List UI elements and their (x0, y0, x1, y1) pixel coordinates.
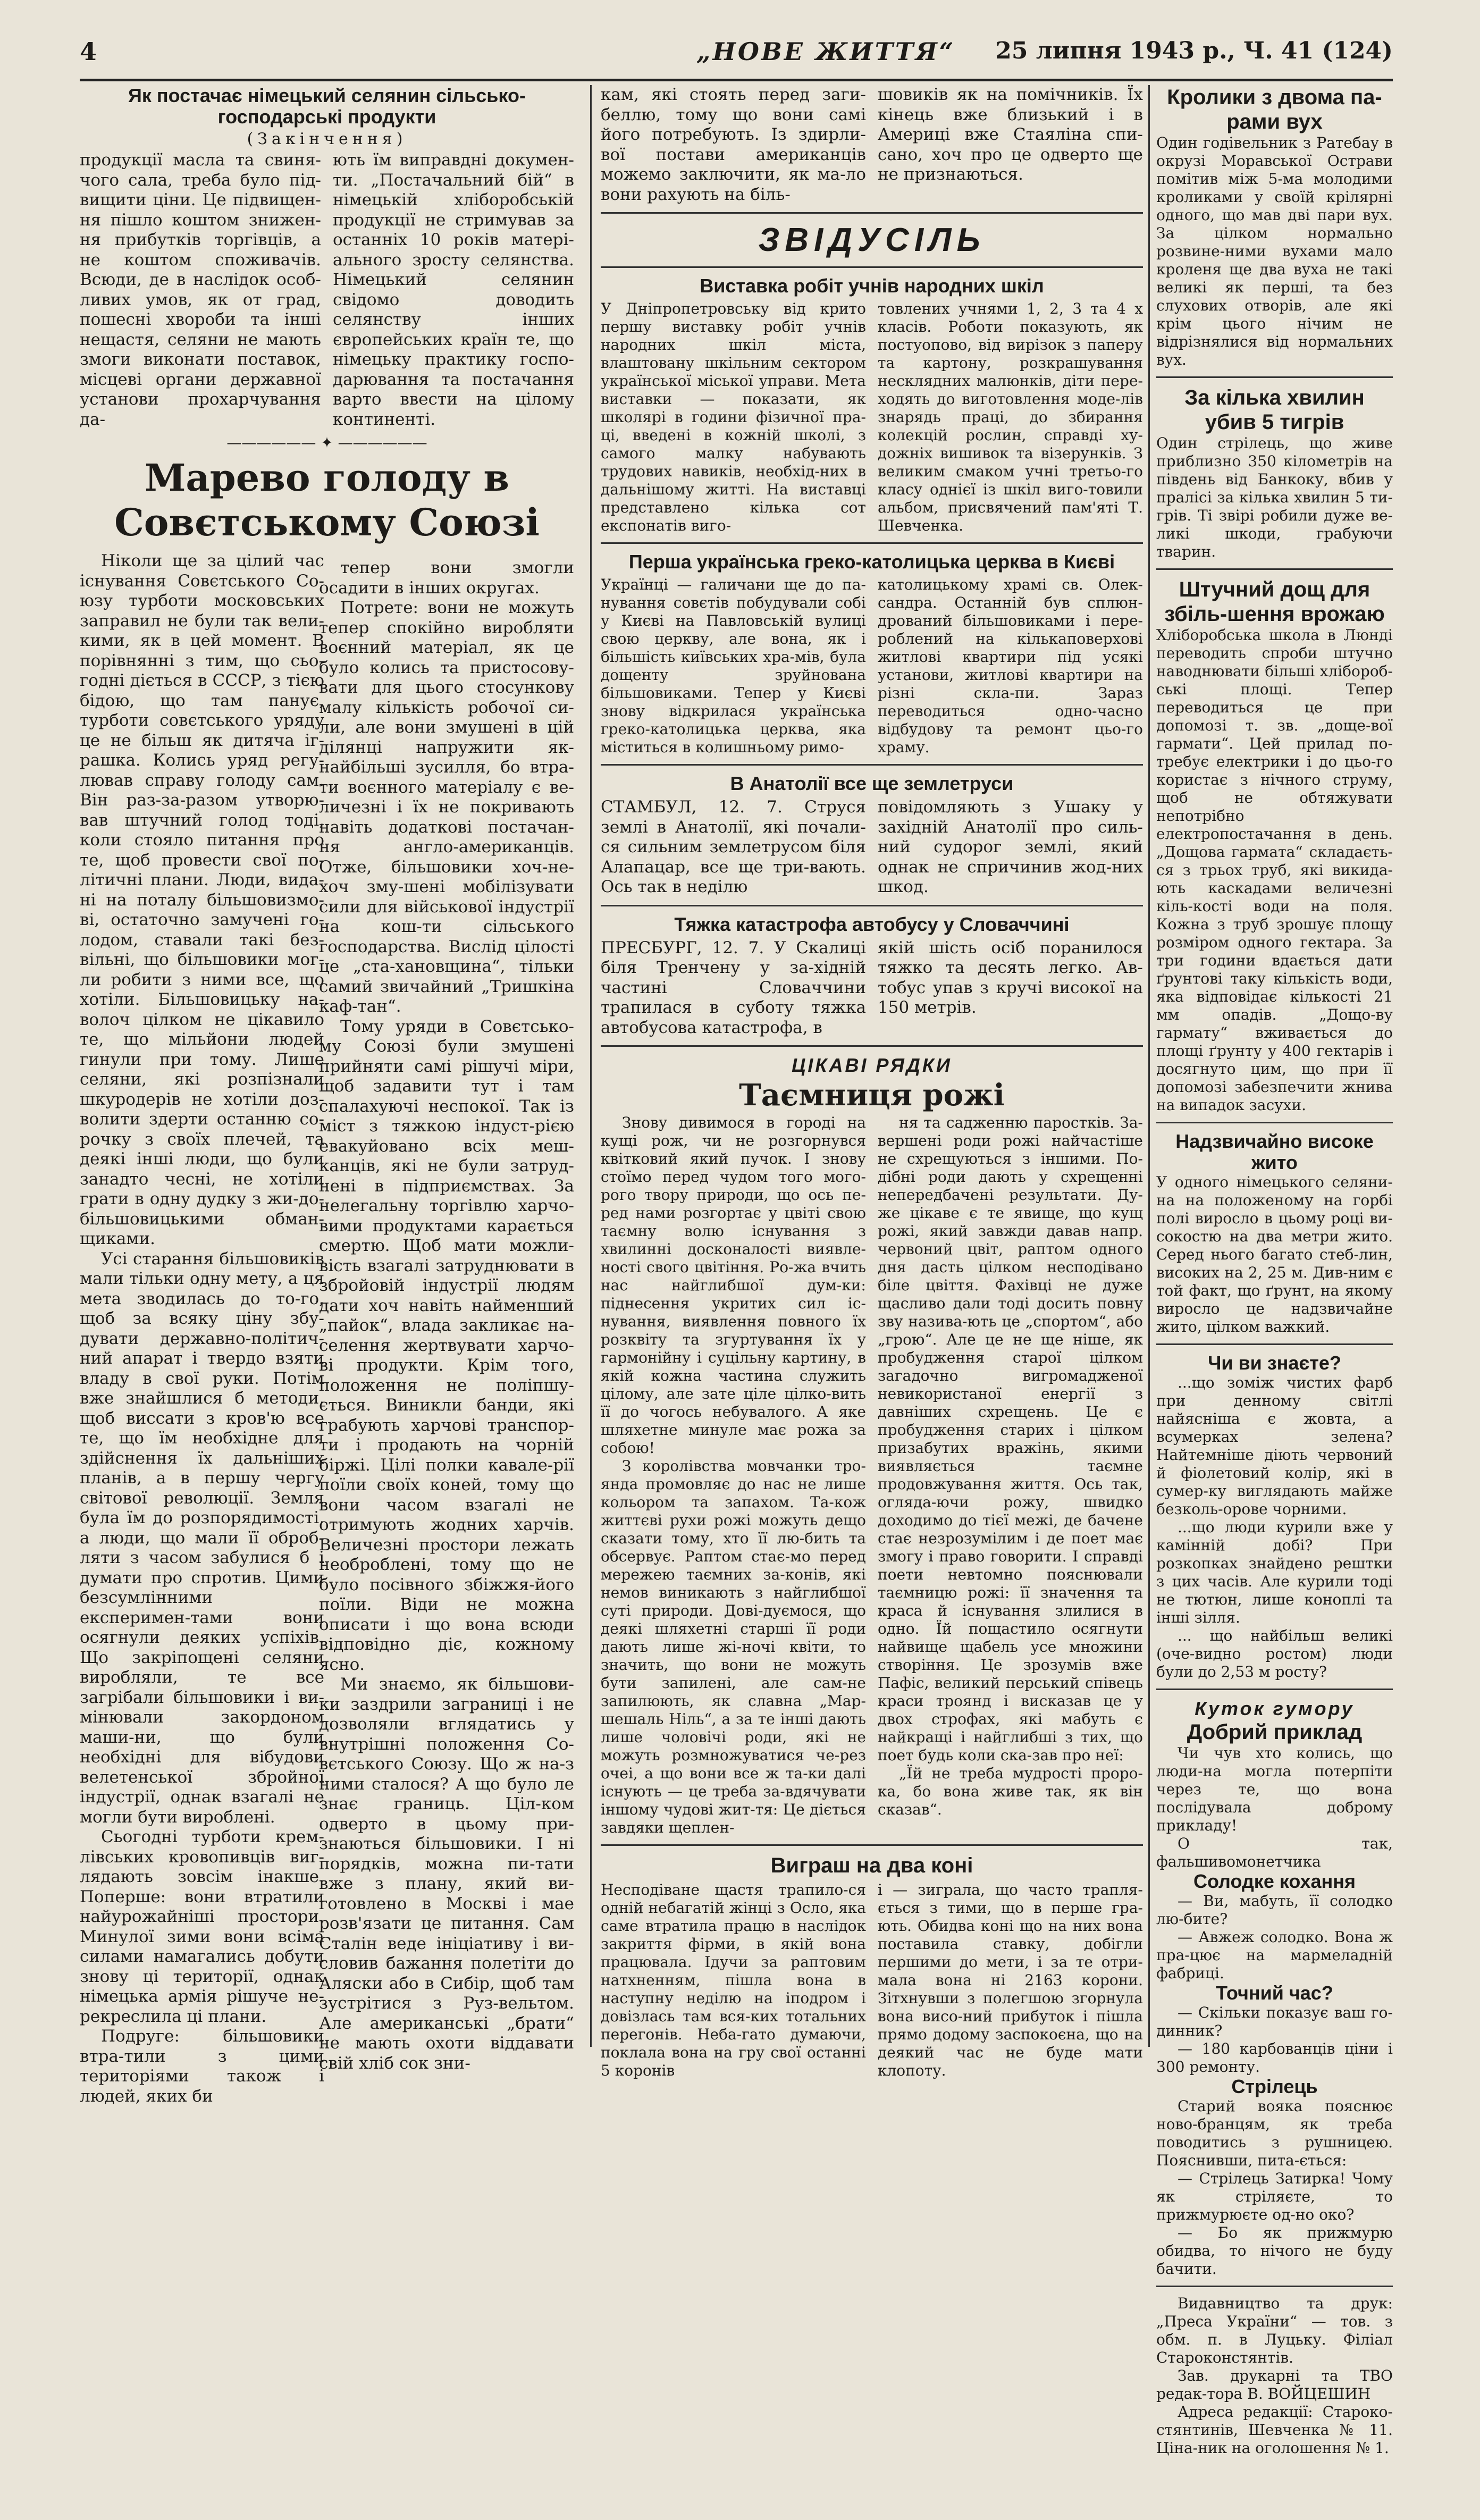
imprint-address: Адреса редакції: Староко-стянтинів, Шевченка № 11. Ціна-ник на оголошення № 1. (1156, 2403, 1393, 2457)
section-rule (601, 542, 1143, 544)
exhibition-body (601, 300, 1143, 535)
famine-article-text (80, 551, 324, 2106)
section-rule (1156, 1122, 1393, 1123)
issue-date: 25 липня 1943 р., Ч. 41 (124) (995, 37, 1393, 64)
section-rule (1156, 1343, 1393, 1345)
column-3 (601, 85, 1143, 2079)
joke-title: Стрілець (1231, 2076, 1318, 2097)
did-you-know-list (1156, 1374, 1393, 1681)
section-heading-interesting-lines: ЦІКАВІ РЯДКИ (792, 1054, 952, 1076)
famine-paragraph-3: Сьогодні турботи крем-лівських кровопивців виг-лядають зовсім інакше. Поперше: вони втратили найурожайніші простори. Минулої зими вони всіма силами намагались добути знову ці території, однак німецька армія рішуче не-рекреслила ці плани. (80, 1827, 324, 2026)
famine-paragraph-5: тепер вони змогли осадити в інших округах. (319, 558, 574, 598)
rose-quote: „Їй не треба мудрості проро-ка, бо вона живе так, як він сказав“. (878, 1765, 1143, 1818)
famine-end-text-b: шовиків як на помічників. Їх кінець вже близький і в Америці вже Стаяліна спи-сано, хоч про це одверто ще не признаються. (878, 85, 1143, 184)
column-rule-2 (1148, 85, 1150, 2047)
header-rule (80, 79, 1393, 81)
farm-article-body (80, 150, 574, 430)
lottery-body (601, 1881, 1143, 2080)
column-rule-1 (590, 85, 592, 2047)
section-rule (601, 212, 1143, 214)
rose-paragraph-3: ня та садженню паростків. За-вершені роди рожі найчастіше не схрещуються з іншими. По-дібні роди дають у схрещенні непередбачені результати. Ду-же цікаве є те явище, що кущ рожі, який завжди давав напр. червоний цвіт, раптом одного дня дасть цілком несподівано біле цвіття. Фахівці не дуже щасливо дали тоді досить повну зву назива-ють це „спортом“, або „грою“. Але це не ще ніше, як пробудження старої цілком загадочно вигромадженої невикористаної енергії з давніших схрещень. Це є пробудження старих і цілком призабутих вражінь, якими виявляється таємне продовжування життя. Ось так, огляда-ючи рожу, швидко доходимо до тієї межі, де бачене стає незрозумілим і де поет має змогу і право говорити. І справді поети невтомно пояснювали таємницю рожі: її значення та краса й існування злилися в одно. Їй пощастило осягнути найвище щабель усе множини створіння. Це зрозумів вже Пафіс, великий перський співець краси троянд і висказав це у двох строфах, які мабуть є найкращі і найглибші з тих, що поет будь коли ска-зав про неї: (878, 1114, 1143, 1764)
section-rule (1156, 1689, 1393, 1690)
did-you-know-item: ...що зоміж чистих фарб при денному світлі найясніша є жовта, а всумерках зелена? Найтемніше діють червоний й фіолетовий колір, які в сумер-ку виглядають майже безколь-орове чорними. (1156, 1374, 1393, 1518)
joke-line: — Ви, мабуть, її солодко лю-бите? (1156, 1892, 1393, 1928)
rye-text: У одного німецького селяни-на на положеному на горбі полі виросло в цьому році ви-сокостю на два метри жито. Серед нього багато стеб-лин, високих на 2, 25 м. Див-ним є той факт, що ґрунт, на якому виросло це надзвичайне жито, цілком важкий. (1156, 1173, 1393, 1335)
did-you-know-title: Чи ви знаєте? (1208, 1352, 1341, 1374)
rose-paragraph-1: Знову дивимося в городі на кущі рож, чи не розгорнувся квітковий який пучок. І знову стоїмо перед чудом того мого-рого твору природи, що ось пе-ред нами розгортає у цвіті свою таємну волю існування з хвилинні досконалості виявле-ності свого цвітіння. Ро-жа вчить нас найглибшої дум-ки: піднесення укритих сил іс-нування, виявлення повного їх розквіту та згуртування їх у гармонійну і суцільну картину, в якій кожна частина служить цілому, але зате ціле цілко-вить її до чогось небувалого. А яке шляхетне минуле має рожа за собою! (601, 1114, 866, 1457)
earthquake-title: В Анатолії все ще землетруси (730, 772, 1014, 794)
lottery-title: Виграш на два коні (770, 1854, 973, 1877)
famine-end-text-a: кам, які стоять перед заги-беллю, тому що вони самі його потребують. Із здирли-вої постави американців можемо заключити, як ма-ло вони рахують на біль- (601, 85, 866, 204)
farm-article-title: Як постачає німецький селянин сільсько-господарські продукти (128, 85, 526, 128)
farm-article-continuation: (Закінчення) (247, 130, 407, 148)
exhibition-title: Виставка робіт учнів народних шкіл (700, 275, 1044, 297)
famine-article-end (601, 85, 1143, 205)
famine-article-title: Марево голоду в Совєтському Союзі (114, 456, 540, 544)
famine-paragraph-4: Подруге: більшовики втра-тили з цими територіями також і людей, яких би (80, 2027, 324, 2106)
page-number: 4 (80, 37, 97, 66)
bus-crash-text-a: ПРЕСБУРГ, 12. 7. У Скалиці біля Тренчену у за-хідній частині Словаччини трапилася в суботу тяжка автобусова катастрофа, в (601, 938, 866, 1037)
page-header (80, 37, 1393, 80)
lottery-text-b: і — зиграла, що часто трапля-ється з тими, що в перше гра-ють. Обидва коні що на них вона поставила ставку, добігли першими до мети, і за те отри-мала вона ні 2163 корони. Зітхнувши з полегшою згорнула вона висо-ний прибуток і пішла прямо додому заспокоєна, що на деякий час не буде мати клопоту. (878, 1881, 1143, 2079)
joke-line: О так, фальшивомонетчика (1156, 1835, 1393, 1870)
exhibition-text-a: У Дніпропетровську від крито першу виставку робіт учнів народних шкіл міста, влаштовану шкільним сектором української міської управи. Мета виставки — показати, як школярі в години фізичної пра-ці, введені в кожній школі, з самого малку набувають трудових навиків, необхід-них в дальнішому житті. На виставці представлено кілька сот експонатів виго- (601, 300, 866, 534)
section-rule (601, 1045, 1143, 1047)
rabbit-title: Кролики з двома па-рами вух (1167, 86, 1382, 133)
joke-line: Чи чув хто колись, що люди-на могла потерпіти через те, що вона послідувала доброму прикладу! (1156, 1744, 1393, 1834)
section-rule (601, 266, 1143, 268)
church-body (601, 576, 1143, 757)
famine-paragraph-7: Тому уряди в Совєтсько-му Союзі були змушені прийняти самі рішучі міри, щоб задавити тут і там спалахуючі неспокої. Так із міст з тяжкою індуст-рією евакуйовано всіх меш-канців, які не були затруд-нені в підприємствах. За нелегальну торгівлю харчо-вими продуктами карається смертю. Щоб мати можли-вість взагалі затруднювати в збройовій індустрії людям дати хоч навіть найменший „пайок“, влада закликає на-селення жертвувати харчо-ві продукти. Крім того, положення не поліпшу-ється. Виникли банди, які грабують харчові транспор-ти і продають на чорній біржі. Цілі полки кавале-рії поїли своїх коней, тому що вони часом взагалі не отримують жодних харчів. Величезні простори лежать необроблені, тому що не було посівного збіжжя-його поїли. Віди не можна описати і що вона всюди відповідно діє, кожному ясно. (319, 1017, 574, 1674)
rye-title: Надзвичайно високе жито (1175, 1130, 1374, 1173)
earthquake-body (601, 797, 1143, 897)
famine-paragraph-1: Ніколи ще за цілий час існування Совєтського Со-юзу турботи московських заправил не були так вели-кими, як в цей момент. В порівнянні з тим, що сьо-годні діється в СССР, з тією бідою, що там панує, турботи совєтського уряду це не більш як дитяча іг-рашка. Колись уряд регу-лював справу голоду сам. Він раз-за-разом утворю-вав штучний голод тоді, коли стояло питання про те, щоб провести свої по-літичні плани. Люди, вида-ні на поталу більшовизмо-ві, остаточно замучені го-лодом, ставали такі без-вільні, що більшовики мог-ли робити з ними все, що хотіли. Більшовицьку на-волоч цілком не цікавило те, що мільйони людей гинули при тому. Лише селяни, які розпізнали шкуродерів не хотіли доз-волити здерти останню со-рочку з своїх плечей, та деякі інші люди, що були занадто чесні, не хотіли грати в одну дудку з жи-до-більшовицькими обман-щиками. (80, 551, 324, 1248)
church-title: Перша українська греко-католицька церква в Києві (628, 551, 1115, 573)
section-rule (1156, 376, 1393, 378)
rose-title: Таємниця рожі (739, 1078, 1005, 1113)
tiger-text: Один стрілець, що живе приблизно 350 кілометрів на південь від Банкоку, вбив у пралісі за кілька хвилин 5 ти-грів. Ті звірі робили дуже ве-ликі шкоди, грабуючи тварин. (1156, 434, 1393, 560)
rose-paragraph-2: З королівства мовчанки тро-янда промовляє до нас не лише кольором та запахом. Та-кож життєві рухи рожі можуть дещо сказати тому, хто її лю-бить та обсервує. Раптом стає-мо перед мережею таємних за-конів, які немов виникають з найглибшої суті природи. Дові-дуємося, що деякі шляхетні старші її роди дають лише жі-ночі квіти, то значить, що вони не можуть бути запилені, але сам-не запилюють, як славна „Мар-шешаль Ніль“, а за те інші дають лише чоловічі роди, які не можуть розмножуватися че-рез очеі, а що вони все ж та-ки далі існують — це треба за-вдячувати іншому чудові жит-тя: Це діється завдяки щеплен- (601, 1457, 866, 1836)
rose-body (601, 1114, 1143, 1837)
imprint (1156, 2295, 1393, 2457)
joke-line: — 180 карбованців ціни і 300 ремонту. (1156, 2040, 1393, 2076)
column-4 (1156, 85, 1393, 2457)
exhibition-text-b: товлених учнями 1, 2, 3 та 4 х класів. Роботи показують, як постуопово, від вирізок з паперу та картону, розкрашування несклядних малюнків, діти пере-ходять до виготовлення моде-лів знарядь праці, до збирання колекцій рослин, справді ху-дожніх вишивок та візерунків. З великим смаком учні третьо-го класу однієї із шкіл виго-товили альбом, присвячений пам'яті Т. Шевченка. (878, 300, 1143, 534)
section-rule (1156, 568, 1393, 570)
rose-column-right (878, 1114, 1143, 1837)
column-2 (319, 558, 574, 2520)
did-you-know-item: ...що люди курили вже у камінній добі? При розкопках знайдено рештки з цих часів. Але курили тоді не тютюн, лише коноплі та інші зілля. (1156, 1518, 1393, 1626)
joke-line: — Бо як прижмурю обидва, то нічого не буду бачити. (1156, 2224, 1393, 2278)
joke-title: Точний час? (1216, 1982, 1333, 2004)
famine-paragraph-2: Усі старання більшовиків мали тільки одну мету, а ця мета зводилась до то-го, щоб за всяку ціну збу-дувати державно-політич-ний апарат і твердо взяти владу в свої руки. Потім вже знайшлися б методи, щоб виссати з кров'ю все те, що їм необхідне для здійснення їх дальніших планів, а в першу чергу світової революції. Земля була їм до розпорядимості, а люди, що мали її оброб-ляти з часом забулися б і думати про спротив. Цими безсумлінними експеримен-тами вони осягнули деяких успіхів. Що закріпощені селяни виробляли, те все загрібали більшовики і ви-мінювали закордоном маши-ни, що були необхідні для вібудови велетенської збройної індустрії, однак взагалі не могли бути вироблені. (80, 1249, 324, 1827)
joke-title: Добрий приклад (1187, 1720, 1363, 1744)
rabbit-text: Один годівельник з Ратебау в окрузі Моравської Острави помітив між 5-ма молодими кроликами у своїй крілярні одного, що мав дві пари вух. За цілком нормально розвине-ними вухами мало кроленя ще два вуха не такі великі як перші, та без слухових отворів, але які крім цього нічим не відрізнялися від нормальних вух. (1156, 134, 1393, 368)
church-text-b: католицькому храмі св. Олек-сандра. Останній був сплюн-дрований більшовиками і пере-роблений на кількаповерхові житлові квартири під усякі установи, житлові квартири на різні скла-пи. Зараз переводиться одно-часно відбудову та ремонт цьо-го храму. (878, 576, 1143, 756)
famine-paragraph-8: Ми знаємо, як більшови-ки заздрили заграниці і не дозволяли вглядатись у внутрішні положення Со-вєтського Союзу. Що ж на-з ними сталося? А що було ле знає границь. Ціл-ком одверто в цьому при-знаються більшовики. І ні порядків, можна пи-тати вже з плану, який ви-готовлено в Москві і мае розв'язати це питання. Сам Сталін веде ініціативу і ви-словив бажання полетіти до Аляски або в Сибір, щоб там зустрітися з Руз-вельтом. Але американські „брати“ не мають охоти віддавати свій хліб сок зни- (319, 1675, 574, 2073)
joke-line: — Скільки показує ваш го-динник? (1156, 2004, 1393, 2039)
joke-text (1156, 1892, 1393, 1983)
section-heading-zvidusil: ЗВІДУСІЛЬ (758, 222, 986, 258)
imprint-publisher: Видавництво та друк: „Преса України“ — тов. з обм. п. в Луцьку. Філіал Староконстянтів. (1156, 2295, 1393, 2366)
joke-line: — Авжеж солодко. Вона ж пра-цює на мармеладній фабриці. (1156, 1928, 1393, 1982)
church-text-a: Українці — галичани ще до па-нування совєтів побудували собі у Києві на Павловській вулиці свою церкву, але вона, як і більшість київських хра-мів, була дощенту зруйнована більшовиками. Тепер у Києві знову відкрилася українська греко-католицька церква, яка міститься в колишньому римо- (601, 576, 866, 756)
joke-text (1156, 1744, 1393, 1871)
joke-text (1156, 2097, 1393, 2278)
rain-title: Штучний дощ для збіль-шення врожаю (1164, 578, 1385, 626)
famine-paragraph-6: Потрете: вони не можуть тепер спокійно виробляти воєнний матеріал, як це було колись та пристосову-вати для цього стосункову малу кількість робочої си-ли, але вони змушені в цій ділянці напружити як-найбільші зусилля, бо втра-ти воєнного матеріалу є ве-личезні і їх не покривають навіть додаткові постачан-ня англо-американців. Отже, більшовики хоч-не-хоч зму-шені мобілізувати сили для військової індустрії на кош-ти сільського господарства. Вислід цілості це „ста-хановщина“, тільки самий звичайний „Тришкіна каф-тан“. (319, 598, 574, 1016)
ornament-divider: —————— ✦ —————— (226, 434, 427, 451)
farm-article-text-b: ють їм виправдні докумен-ти. „Постачальний бій“ в німецькій хліборобській продукції не стримував за останніх 10 років матері-ального зросту селянства. Німецький селянин свідомо доводить селянству інших європейських країн те, що німецьку практику госпо-дарювання та постачання варто ввести на цілому континенті. (333, 150, 574, 429)
earthquake-text-a: СТАМБУЛ, 12. 7. Струся землі в Анатолії, які почали-ся сильним землетрусом біля Алапацар, все ще три-вають. Ось так в неділю (601, 797, 866, 896)
masthead: „НОВЕ ЖИТТЯ“ (696, 37, 956, 66)
joke-text (1156, 2004, 1393, 2076)
section-rule (601, 1844, 1143, 1846)
farm-article-text-a: продукції масла та свиня-чого сала, треба було під-вищити ціни. Це підвищен-ня пішло коштом знижен-ня прибутків торгівців, а не коштом споживачів. Всюди, де в наслідок особ-ливих умов, як от град, пошесні хвороби та інші нещастя, селяни не мають змоги виконати поставок, місцеві органи державної установи прохарчування да- (80, 150, 321, 429)
section-rule (601, 905, 1143, 906)
humor-corner-title: Куток гумору (1195, 1698, 1355, 1719)
joke-line: Старий вояка пояснює ново-бранцям, як треба поводитись з рушницею. Пояснивши, пита-ється: (1156, 2097, 1393, 2169)
famine-article-continued (319, 558, 574, 2073)
bus-crash-body (601, 938, 1143, 1038)
did-you-know-item: ... що найбільш великі (оче-видно ростом) люди були до 2,53 м росту? (1156, 1627, 1393, 1681)
section-rule (1156, 2286, 1393, 2287)
section-rule (601, 764, 1143, 766)
lottery-text-a: Несподіване щастя трапило-ся одній небагатій жінці з Осло, яка саме втратила працю в наслідок закриття фірми, в якій вона працювала. Ідучи за раптовим натхненням, пішла вона в наступну неділю на іподром і довізлась там вся-ких тотальних перегонів. Неба-гато думаючи, поклала вона на гру свої останні 5 коронів (601, 1881, 866, 2079)
earthquake-text-b: повідомляють з Ушаку у західній Анатолії про силь-ний судорог землі, який однак не спричинив жод-них шкод. (878, 797, 1143, 896)
joke-title: Солодке кохання (1193, 1870, 1356, 1892)
joke-line: — Стрілець Затирка! Чому як стріляєте, то прижмурюєте од-но око? (1156, 2170, 1393, 2223)
rose-column-left (601, 1114, 866, 1837)
tiger-title: За кілька хвилин убив 5 тигрів (1184, 386, 1365, 434)
rain-text: Хліборобська школа в Люнді переводить спроби штучно наводнювати більші хлібороб-ські площі. Тепер переводиться це при допомозі т. зв. „доще-вої гармати“. Цей прилад по-требує електрики і до цьо-го користає з нічного струму, щоб не обтяжувати непотрібно електропостачання в день. „Дощова гармата“ складаєть-ся з трьох труб, які викида-ють каскадами величезні кіль-кості води на поля. Кожна з труб зрошує площу розміром одного гектара. За три години вдається дати ґрунтові таку кількість води, яка відповідає кількості 21 мм опадів. „Дощо-ву гармату“ вживається до площі ґрунту у 400 гектарів і досягнуто цим, що при її допомозі забезпечити жнива на випадок засухи. (1156, 626, 1393, 1114)
bus-crash-text-b: якій шість осіб поранилося тяжко та десять легко. Ав-тобус упав з кручі високої на 150 метрів. (878, 938, 1143, 1017)
imprint-editor: Зав. друкарні та ТВО редак-тора В. ВОЙЦЕШИН (1156, 2367, 1393, 2403)
bus-crash-title: Тяжка катастрофа автобусу у Словаччині (674, 913, 1070, 935)
